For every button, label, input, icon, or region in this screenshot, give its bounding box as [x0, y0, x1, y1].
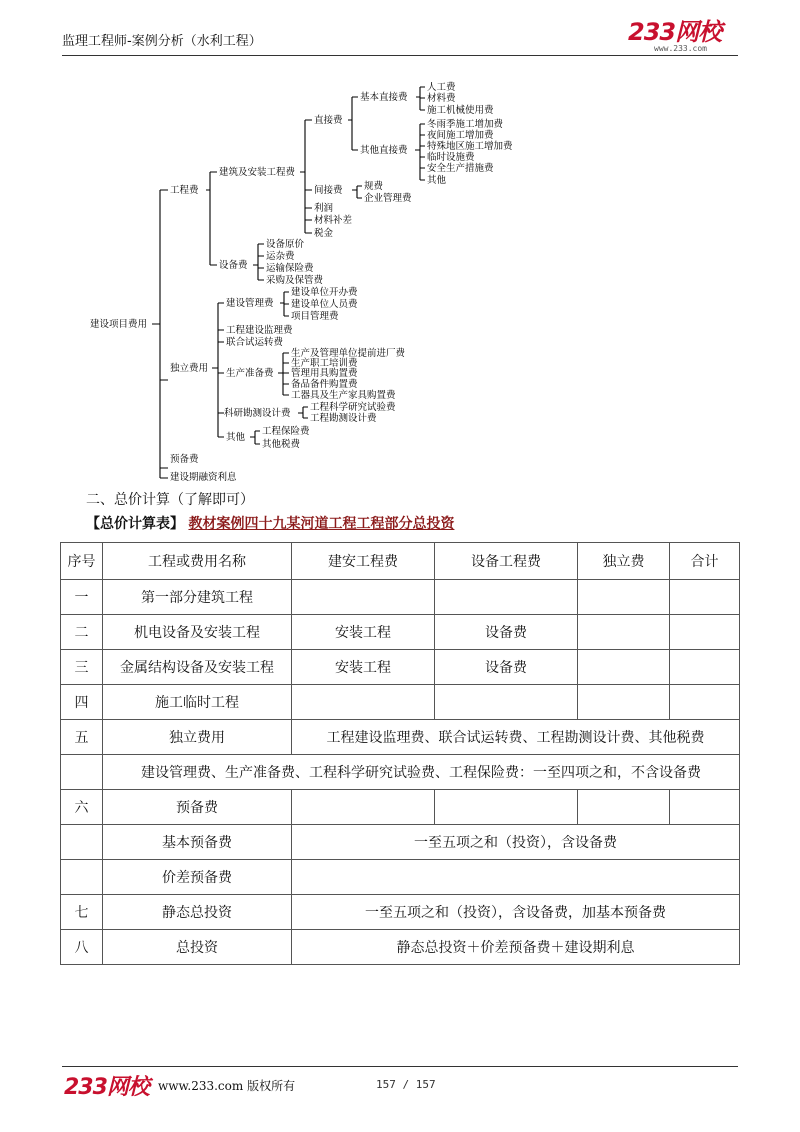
- row-cell: [292, 685, 435, 720]
- tree-construction-install: 建筑及安装工程费: [219, 167, 296, 178]
- row-no: [61, 860, 103, 895]
- caption-case-link[interactable]: 教材案例四十九某河道工程工程部分总投资: [188, 516, 455, 532]
- row-no: 一: [61, 580, 103, 615]
- tree-unit-staff: 建设单位人员费: [291, 299, 358, 310]
- footer-copyright: www.233.com 版权所有: [158, 1079, 296, 1093]
- tree-material-diff: 材料补差: [314, 215, 353, 226]
- tree-survey-design: 工程勘测设计费: [310, 413, 377, 424]
- tree-direct: 直接费: [314, 115, 343, 126]
- table-row: [61, 615, 740, 650]
- tree-special-area: 特殊地区施工增加费: [427, 141, 513, 152]
- row-install: 安装工程: [292, 650, 435, 685]
- tree-early-entry: 生产及管理单位提前进厂费: [291, 348, 406, 359]
- row-name: 基本预备费: [103, 825, 292, 860]
- row-description: 工程建设监理费、联合试运转费、工程勘测设计费、其他税费: [292, 720, 740, 755]
- row-cell: [670, 790, 740, 825]
- table-row: [61, 720, 740, 755]
- header-no: 序号: [61, 543, 103, 580]
- tree-tax: 税金: [314, 228, 334, 239]
- footer-divider: [62, 1066, 738, 1067]
- row-name: 预备费: [103, 790, 292, 825]
- tree-sci-research: 工程科学研究试验费: [310, 402, 396, 413]
- row-description: 静态总投资＋价差预备费＋建设期利息: [292, 930, 740, 965]
- tree-procurement: 采购及保管费: [266, 275, 324, 286]
- footer-logo[interactable]: 233网校: [64, 1075, 149, 1100]
- row-equip: 设备费: [435, 650, 578, 685]
- tree-equip-price: 设备原价: [266, 239, 305, 250]
- row-equip: 设备费: [435, 615, 578, 650]
- brand-logo[interactable]: [628, 20, 721, 53]
- row-description: 一至五项之和（投资），含设备费，加基本预备费: [292, 895, 740, 930]
- tree-mgmt-tools: 管理用具购置费: [291, 368, 358, 379]
- header-equip: 设备工程费: [435, 543, 578, 580]
- tree-indirect: 间接费: [314, 185, 343, 196]
- row-cell: [435, 790, 578, 825]
- row-cell: [292, 790, 435, 825]
- tree-machinery: 施工机械使用费: [427, 105, 494, 116]
- row-no: 七: [61, 895, 103, 930]
- tree-tools-furniture: 工器具及生产家具购置费: [291, 390, 396, 401]
- row-cell: [578, 615, 670, 650]
- tree-reserve: 预备费: [170, 454, 199, 465]
- row-no: [61, 755, 103, 790]
- tree-root: 建设项目费用: [90, 319, 148, 330]
- tree-other2: 其他: [226, 432, 246, 443]
- table-row: [61, 825, 740, 860]
- row-install: 安装工程: [292, 615, 435, 650]
- row-cell: [670, 580, 740, 615]
- tree-profit: 利润: [314, 203, 334, 214]
- row-no: 五: [61, 720, 103, 755]
- tree-safety: 安全生产措施费: [427, 163, 494, 174]
- row-name: 总投资: [103, 930, 292, 965]
- table-row: [61, 685, 740, 720]
- row-name: 静态总投资: [103, 895, 292, 930]
- row-no: 八: [61, 930, 103, 965]
- row-cell: [578, 685, 670, 720]
- row-no: 三: [61, 650, 103, 685]
- tree-enterprise-mgmt: 企业管理费: [364, 193, 412, 204]
- tree-labor: 人工费: [427, 82, 456, 93]
- tree-freight: 运杂费: [266, 251, 295, 262]
- table-row: [61, 790, 740, 825]
- page-number: 157 / 157: [376, 1078, 436, 1091]
- tree-spare-parts: 备品备件购置费: [291, 379, 358, 390]
- tree-joint-trial: 联合试运转费: [226, 337, 284, 348]
- tree-project-mgmt: 项目管理费: [291, 311, 339, 322]
- tree-transport-insurance: 运输保险费: [266, 263, 314, 274]
- tree-engineering: 工程费: [170, 185, 199, 196]
- header-install: 建安工程费: [292, 543, 435, 580]
- page-header-title: 监理工程师-案例分析（水利工程）: [62, 34, 262, 49]
- investment-table: [60, 542, 740, 965]
- row-cell: [670, 615, 740, 650]
- header-total: 合计: [670, 543, 740, 580]
- tree-other-direct: 其他直接费: [360, 145, 408, 156]
- caption-left-bracket: 【: [86, 516, 100, 532]
- table-row: [61, 650, 740, 685]
- row-no: 二: [61, 615, 103, 650]
- header-divider: [62, 55, 738, 56]
- row-name: 施工临时工程: [103, 685, 292, 720]
- row-no: 四: [61, 685, 103, 720]
- tree-insurance: 工程保险费: [262, 426, 310, 437]
- tree-basic-direct: 基本直接费: [360, 92, 408, 103]
- row-cell: [670, 650, 740, 685]
- tree-night: 夜间施工增加费: [427, 130, 494, 141]
- tree-production-prep: 生产准备费: [226, 368, 274, 379]
- tree-other1: 其他: [427, 175, 447, 186]
- row-cell: [670, 685, 740, 720]
- header-name: 工程或费用名称: [103, 543, 292, 580]
- tree-temp-facility: 临时设施费: [427, 152, 475, 163]
- table-caption: [86, 513, 454, 533]
- table-row: [61, 930, 740, 965]
- logo-text: 233网校: [628, 18, 722, 46]
- row-cell: [292, 580, 435, 615]
- tree-material: 材料费: [427, 93, 456, 104]
- cost-structure-tree: [0, 60, 800, 485]
- logo-url: www.233.com: [654, 44, 707, 53]
- row-cell: [578, 650, 670, 685]
- row-no: 六: [61, 790, 103, 825]
- row-cell: [578, 580, 670, 615]
- tree-staff-training: 生产职工培训费: [291, 358, 358, 369]
- tree-equipment: 设备费: [219, 260, 248, 271]
- row-description: 建设管理费、生产准备费、工程科学研究试验费、工程保险费：一至四项之和，不含设备费: [103, 755, 740, 790]
- row-name: 机电设备及安装工程: [103, 615, 292, 650]
- tree-fees: 规费: [364, 181, 384, 192]
- header-independent: 独立费: [578, 543, 670, 580]
- tree-build-mgmt: 建设管理费: [226, 298, 274, 309]
- tree-supervision: 工程建设监理费: [226, 325, 293, 336]
- row-name: 金属结构设备及安装工程: [103, 650, 292, 685]
- row-name: 第一部分建筑工程: [103, 580, 292, 615]
- row-cell: [578, 790, 670, 825]
- table-header-row: [61, 543, 740, 580]
- tree-unit-startup: 建设单位开办费: [291, 287, 358, 298]
- table-row: [61, 895, 740, 930]
- row-name: 价差预备费: [103, 860, 292, 895]
- row-name: 独立费用: [103, 720, 292, 755]
- tree-research-design: 科研勘测设计费: [224, 408, 291, 419]
- row-cell: [435, 580, 578, 615]
- caption-label: 总价计算表: [100, 516, 170, 532]
- table-row: [61, 860, 740, 895]
- row-no: [61, 825, 103, 860]
- table-row: [61, 755, 740, 790]
- tree-other-tax: 其他税费: [262, 439, 301, 450]
- row-description: [292, 860, 740, 895]
- table-row: [61, 580, 740, 615]
- tree-interest: 建设期融资利息: [170, 472, 237, 483]
- section-heading: 二、总价计算（了解即可）: [86, 492, 254, 508]
- row-description: 一至五项之和（投资），含设备费: [292, 825, 740, 860]
- caption-right-bracket: 】: [170, 516, 184, 532]
- row-cell: [435, 685, 578, 720]
- tree-independent: 独立费用: [170, 363, 209, 374]
- tree-winter-rain: 冬雨季施工增加费: [427, 119, 504, 130]
